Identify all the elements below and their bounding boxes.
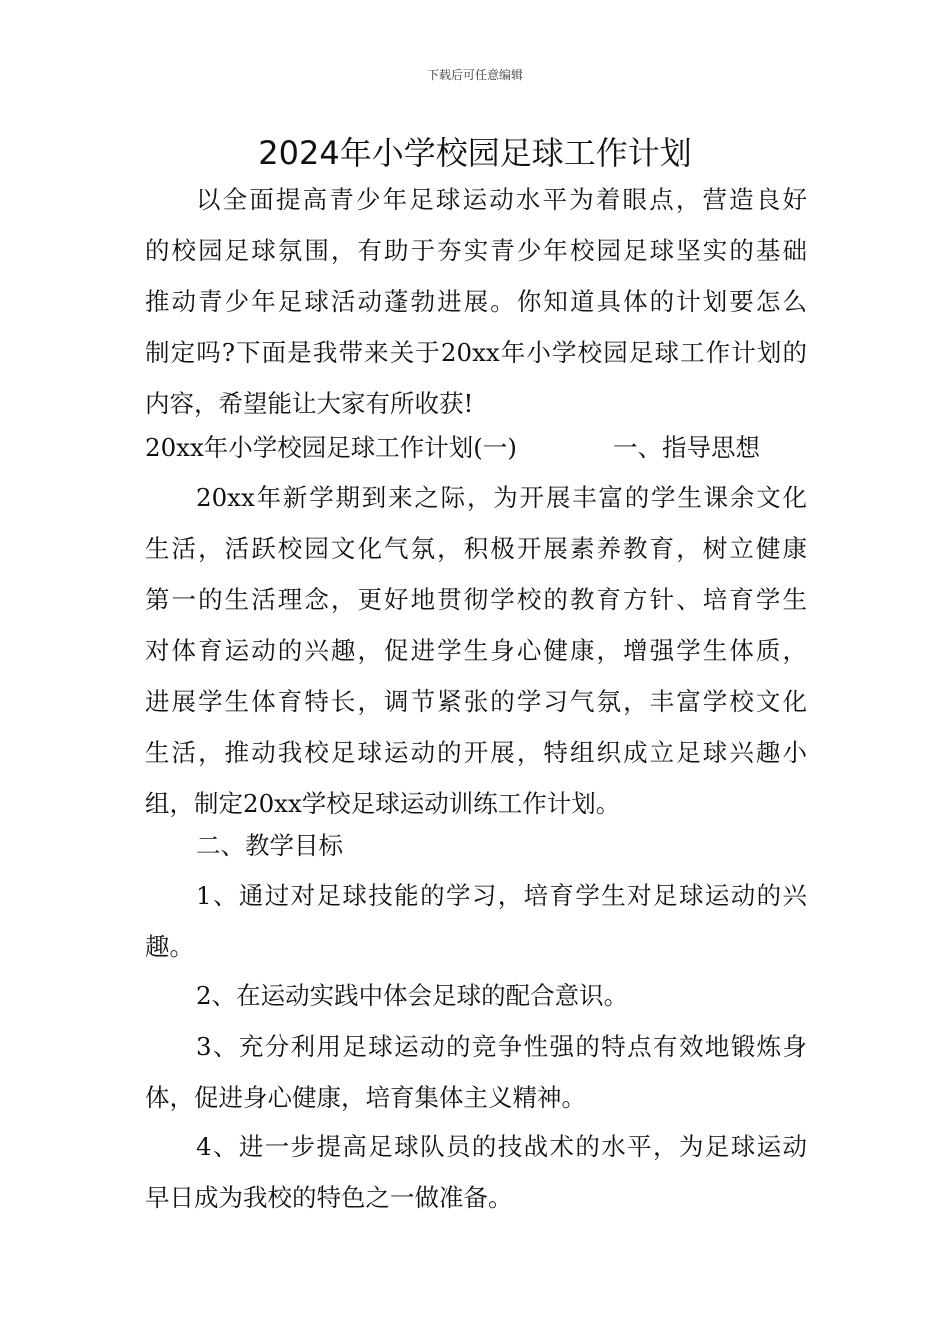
goal-line: 2、在运动实践中体会足球的配合意识。 <box>196 981 629 1010</box>
section1-line: 生活，活跃校园文化气氛，积极开展素养教育，树立健康 <box>145 534 807 563</box>
intro-line: 制定吗?下面是我带来关于20xx年小学校园足球工作计划的 <box>145 338 807 367</box>
goal-line: 4、进一步提高足球队员的技战术的水平，为足球运动 <box>196 1132 807 1161</box>
intro-line: 的校园足球氛围，有助于夯实青少年校园足球坚实的基础 <box>145 236 807 265</box>
goal-line: 1、通过对足球技能的学习，培育学生对足球运动的兴 <box>196 881 807 910</box>
section1-line: 组，制定20xx学校足球运动训练工作计划。 <box>145 789 621 818</box>
section1-line: 生活，推动我校足球运动的开展，特组织成立足球兴趣小 <box>145 738 807 767</box>
section1-line: 对体育运动的兴趣，促进学生身心健康，增强学生体质， <box>145 636 807 665</box>
section1-heading: 一、指导思想 <box>613 433 760 462</box>
goal-line: 3、充分利用足球运动的竞争性强的特点有效地锻炼身 <box>196 1032 807 1061</box>
intro-line: 以全面提高青少年足球运动水平为着眼点，营造良好 <box>196 185 807 214</box>
section2-heading: 二、教学目标 <box>196 831 343 860</box>
intro-line: 推动青少年足球活动蓬勃进展。你知道具体的计划要怎么 <box>145 287 807 316</box>
goal-line: 趣。 <box>145 932 194 961</box>
section1-line: 20xx年新学期到来之际，为开展丰富的学生课余文化 <box>196 483 807 512</box>
goal-line: 早日成为我校的特色之一做准备。 <box>145 1183 513 1212</box>
goal-line: 体，促进身心健康，培育集体主义精神。 <box>145 1083 586 1112</box>
header-note: 下载后可任意编辑 <box>426 68 523 82</box>
document-title: 2024年小学校园足球工作计划 <box>258 134 692 172</box>
section1-line: 进展学生体育特长，调节紧张的学习气氛，丰富学校文化 <box>145 687 807 716</box>
intro-line: 内容，希望能让大家有所收获! <box>145 389 474 418</box>
section1-line: 第一的生活理念，更好地贯彻学校的教育方针、培育学生 <box>145 585 807 614</box>
plan-heading: 20xx年小学校园足球工作计划(一) <box>145 433 517 462</box>
